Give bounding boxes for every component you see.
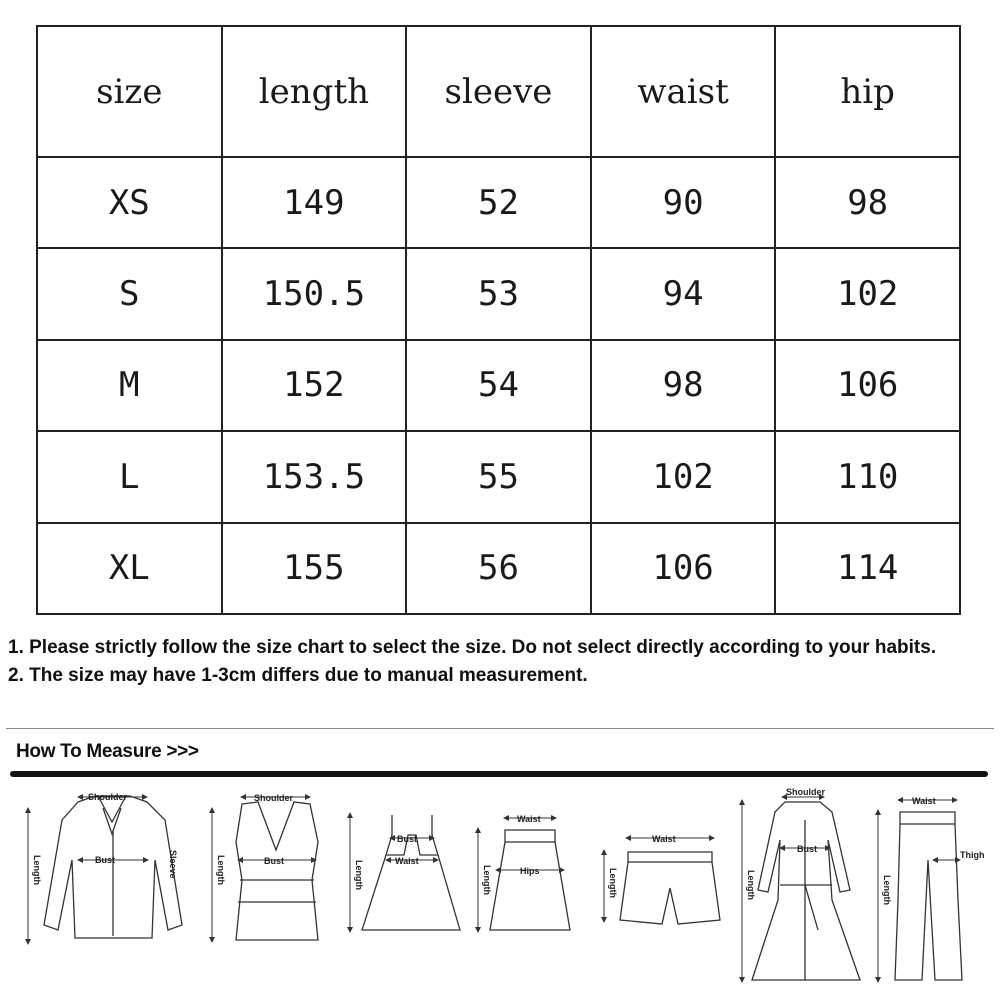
divider bbox=[6, 728, 994, 729]
table-cell-size: S bbox=[37, 248, 222, 339]
bust-label: Bust bbox=[95, 855, 115, 865]
table-cell-hip: 98 bbox=[775, 157, 960, 248]
length-label: Length bbox=[354, 860, 364, 890]
column-header-hip: hip bbox=[775, 26, 960, 157]
shoulder-label: Shoulder bbox=[88, 792, 128, 802]
waist-label: Waist bbox=[912, 796, 936, 806]
size-notes bbox=[8, 634, 993, 690]
table-cell-waist: 90 bbox=[591, 157, 776, 248]
length-label: Length bbox=[746, 870, 756, 900]
table-cell-hip: 106 bbox=[775, 340, 960, 431]
bust-label: Bust bbox=[397, 834, 417, 844]
waist-label: Waist bbox=[517, 814, 541, 824]
skirt-diagram-icon bbox=[478, 814, 570, 930]
column-header-size: size bbox=[37, 26, 222, 157]
thigh-label: Thigh bbox=[960, 850, 985, 860]
table-cell-length: 152 bbox=[222, 340, 407, 431]
table-row bbox=[37, 431, 960, 522]
length-label: Length bbox=[608, 868, 618, 898]
dress-diagram-icon bbox=[350, 815, 460, 930]
size-chart-table bbox=[36, 25, 961, 615]
note-1: 1. Please strictly follow the size chart to select the size. Do not select directly according to your habits. bbox=[8, 637, 937, 658]
waist-label: Waist bbox=[652, 834, 676, 844]
table-row bbox=[37, 340, 960, 431]
waist-label: Waist bbox=[395, 856, 419, 866]
measurement-diagrams bbox=[0, 780, 1000, 995]
diagrams-svg bbox=[0, 780, 1000, 995]
table-cell-hip: 110 bbox=[775, 431, 960, 522]
length-label: Length bbox=[482, 865, 492, 895]
table-cell-waist: 98 bbox=[591, 340, 776, 431]
table-cell-size: L bbox=[37, 431, 222, 522]
column-header-waist: waist bbox=[591, 26, 776, 157]
shoulder-label: Shoulder bbox=[254, 793, 294, 803]
table-header-row bbox=[37, 26, 960, 157]
table-cell-waist: 106 bbox=[591, 523, 776, 614]
table-cell-length: 155 bbox=[222, 523, 407, 614]
column-header-sleeve: sleeve bbox=[406, 26, 591, 157]
sleeve-label: Sleeve bbox=[168, 850, 178, 879]
how-to-measure-heading: How To Measure >>> bbox=[16, 741, 199, 762]
bust-label: Bust bbox=[797, 844, 817, 854]
heading-underline bbox=[10, 771, 988, 777]
table-cell-size: M bbox=[37, 340, 222, 431]
table-cell-waist: 94 bbox=[591, 248, 776, 339]
table-cell-length: 153.5 bbox=[222, 431, 407, 522]
shirt-diagram-icon bbox=[28, 792, 182, 942]
bust-label: Bust bbox=[264, 856, 284, 866]
table-cell-waist: 102 bbox=[591, 431, 776, 522]
table-cell-sleeve: 53 bbox=[406, 248, 591, 339]
table-row bbox=[37, 523, 960, 614]
table-row bbox=[37, 157, 960, 248]
table-cell-size: XL bbox=[37, 523, 222, 614]
length-label: Length bbox=[32, 855, 42, 885]
table-cell-sleeve: 54 bbox=[406, 340, 591, 431]
table-cell-length: 150.5 bbox=[222, 248, 407, 339]
hips-label: Hips bbox=[520, 866, 540, 876]
table-cell-sleeve: 56 bbox=[406, 523, 591, 614]
pants-diagram-icon bbox=[878, 796, 985, 980]
table-cell-sleeve: 52 bbox=[406, 157, 591, 248]
table-cell-sleeve: 55 bbox=[406, 431, 591, 522]
length-label: Length bbox=[882, 875, 892, 905]
length-label: Length bbox=[216, 855, 226, 885]
shoulder-label: Shoulder bbox=[786, 787, 826, 797]
table-cell-hip: 114 bbox=[775, 523, 960, 614]
table-cell-length: 149 bbox=[222, 157, 407, 248]
table-cell-size: XS bbox=[37, 157, 222, 248]
table-cell-hip: 102 bbox=[775, 248, 960, 339]
coat-diagram-icon bbox=[742, 787, 860, 980]
column-header-length: length bbox=[222, 26, 407, 157]
shorts-diagram-icon bbox=[604, 834, 720, 924]
note-2: 2. The size may have 1-3cm differs due to manual measurement. bbox=[8, 665, 588, 686]
table-row bbox=[37, 248, 960, 339]
tank-top-diagram-icon bbox=[212, 793, 318, 940]
